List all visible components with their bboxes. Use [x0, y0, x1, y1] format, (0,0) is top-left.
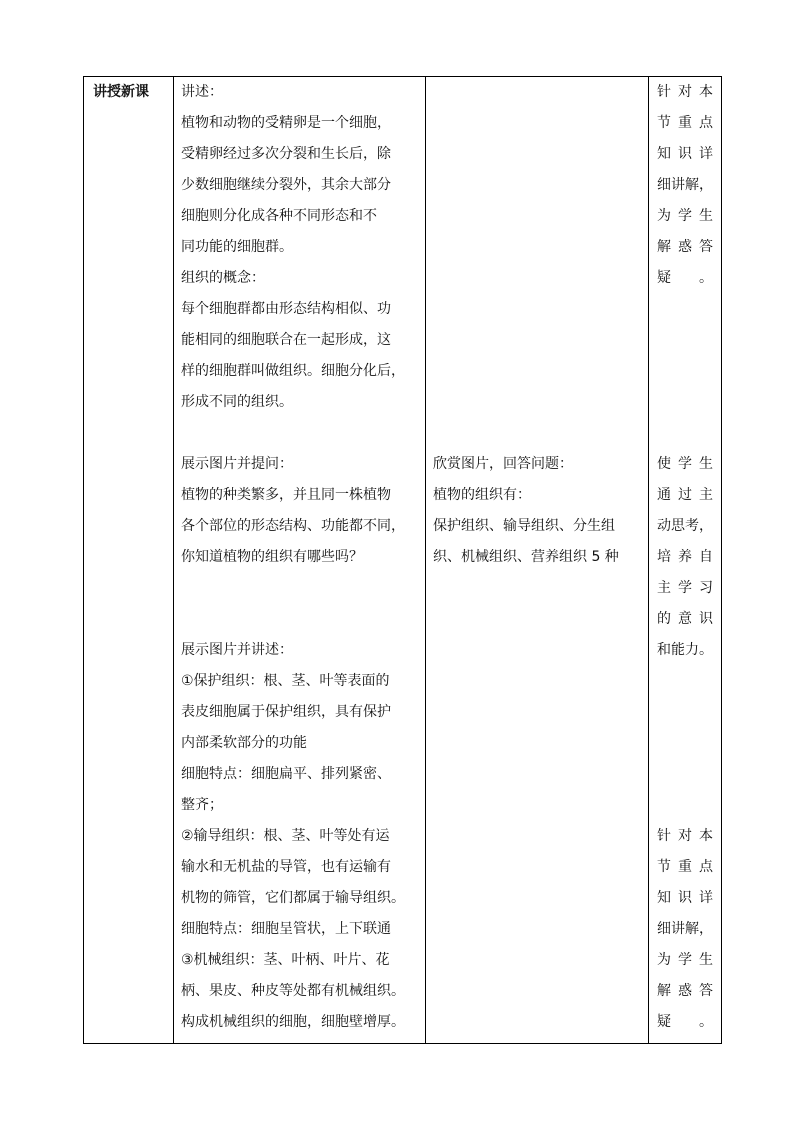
text-line: 欣赏图片，回答问题：: [433, 456, 573, 472]
text-line: 解惑答: [657, 983, 713, 999]
spacer: [181, 418, 419, 449]
text-line: 的意识: [657, 611, 713, 627]
text-line: 每个细胞群都由形态结构相似、功: [181, 301, 391, 317]
text-line: 少数细胞继续分裂外，其余大部分: [181, 177, 391, 193]
text-line: 通过主: [657, 487, 713, 503]
text-line: 你知道植物的组织有哪些吗？: [181, 549, 363, 565]
text-line: 和能力。: [657, 642, 713, 658]
design-purpose-content: [649, 77, 721, 1038]
text-line: 植物的组织有：: [433, 487, 531, 503]
teacher-activity-content: [174, 77, 425, 1038]
spacer: [657, 666, 713, 821]
text-line: 各个部位的形态结构、功能都不同，: [181, 518, 405, 534]
text-line: 使学生: [657, 456, 713, 472]
purpose-block-1: [657, 77, 713, 294]
text-line: 针对本: [657, 828, 713, 844]
text-line: 疑。: [657, 1014, 713, 1030]
text-line: 针对本: [657, 84, 713, 100]
text-line: 织、机械组织、营养组织 5 种: [433, 549, 619, 565]
text-line: 细讲解，: [657, 921, 713, 937]
teacher-block-3: [181, 635, 419, 1038]
text-line: 内部柔软部分的功能: [181, 735, 307, 751]
text-line: 形成不同的组织。: [181, 394, 293, 410]
text-line: 细胞特点：细胞呈管状，上下联通: [181, 921, 391, 937]
text-line: 节重点: [657, 859, 713, 875]
text-line: 植物和动物的受精卵是一个细胞，: [181, 115, 391, 131]
text-line: 细讲解，: [657, 177, 713, 193]
text-line: 解惑答: [657, 239, 713, 255]
text-line: 表皮细胞属于保护组织，具有保护: [181, 704, 391, 720]
text-line: 柄、果皮、种皮等处都有机械组织。: [181, 983, 405, 999]
student-activity-cell: [426, 77, 649, 1044]
text-line: 组织的概念：: [181, 270, 265, 286]
text-line: 知识详: [657, 146, 713, 162]
text-line: 讲述：: [181, 84, 223, 100]
spacer: [657, 294, 713, 449]
text-line: 展示图片并提问：: [181, 456, 293, 472]
spacer: [181, 604, 419, 635]
text-line: 植物的种类繁多，并且同一株植物: [181, 487, 391, 503]
purpose-block-3: [657, 821, 713, 1038]
text-line: 知识详: [657, 890, 713, 906]
text-line: ①保护组织：根、茎、叶等表面的: [181, 673, 390, 689]
text-line: 主学习: [657, 580, 713, 596]
text-line: 节重点: [657, 115, 713, 131]
section-label: 讲授新课: [93, 84, 149, 100]
teacher-block-1: [181, 77, 419, 418]
section-label-cell: [84, 77, 174, 1044]
text-line: 保护组织、输导组织、分生组: [433, 518, 615, 534]
student-block-1: [433, 449, 642, 573]
text-line: 受精卵经过多次分裂和生长后，除: [181, 146, 391, 162]
spacer: [181, 573, 419, 604]
teacher-activity-cell: [174, 77, 426, 1044]
text-line: 细胞特点：细胞扁平、排列紧密、: [181, 766, 391, 782]
teacher-block-2: [181, 449, 419, 573]
table-row: [84, 77, 722, 1044]
purpose-block-2: [657, 449, 713, 666]
lesson-plan-table: [83, 76, 722, 1044]
text-line: ②输导组织：根、茎、叶等处有运: [181, 828, 390, 844]
text-line: 样的细胞群叫做组织。细胞分化后，: [181, 363, 405, 379]
text-line: 能相同的细胞联合在一起形成，这: [181, 332, 391, 348]
text-line: 疑。: [657, 270, 713, 286]
text-line: 细胞则分化成各种不同形态和不: [181, 208, 377, 224]
design-purpose-cell: [649, 77, 722, 1044]
student-activity-content: [426, 77, 648, 573]
text-line: 为学生: [657, 208, 713, 224]
text-line: 展示图片并讲述：: [181, 642, 293, 658]
text-line: 输水和无机盐的导管，也有运输有: [181, 859, 391, 875]
text-line: ③机械组织：茎、叶柄、叶片、花: [181, 952, 390, 968]
text-line: 整齐；: [181, 797, 223, 813]
text-line: 培养自: [657, 549, 713, 565]
text-line: 为学生: [657, 952, 713, 968]
text-line: 机物的筛管，它们都属于输导组织。: [181, 890, 405, 906]
text-line: 同功能的细胞群。: [181, 239, 293, 255]
text-line: 构成机械组织的细胞，细胞壁增厚。: [181, 1014, 405, 1030]
spacer: [433, 77, 642, 449]
text-line: 动思考，: [657, 518, 713, 534]
